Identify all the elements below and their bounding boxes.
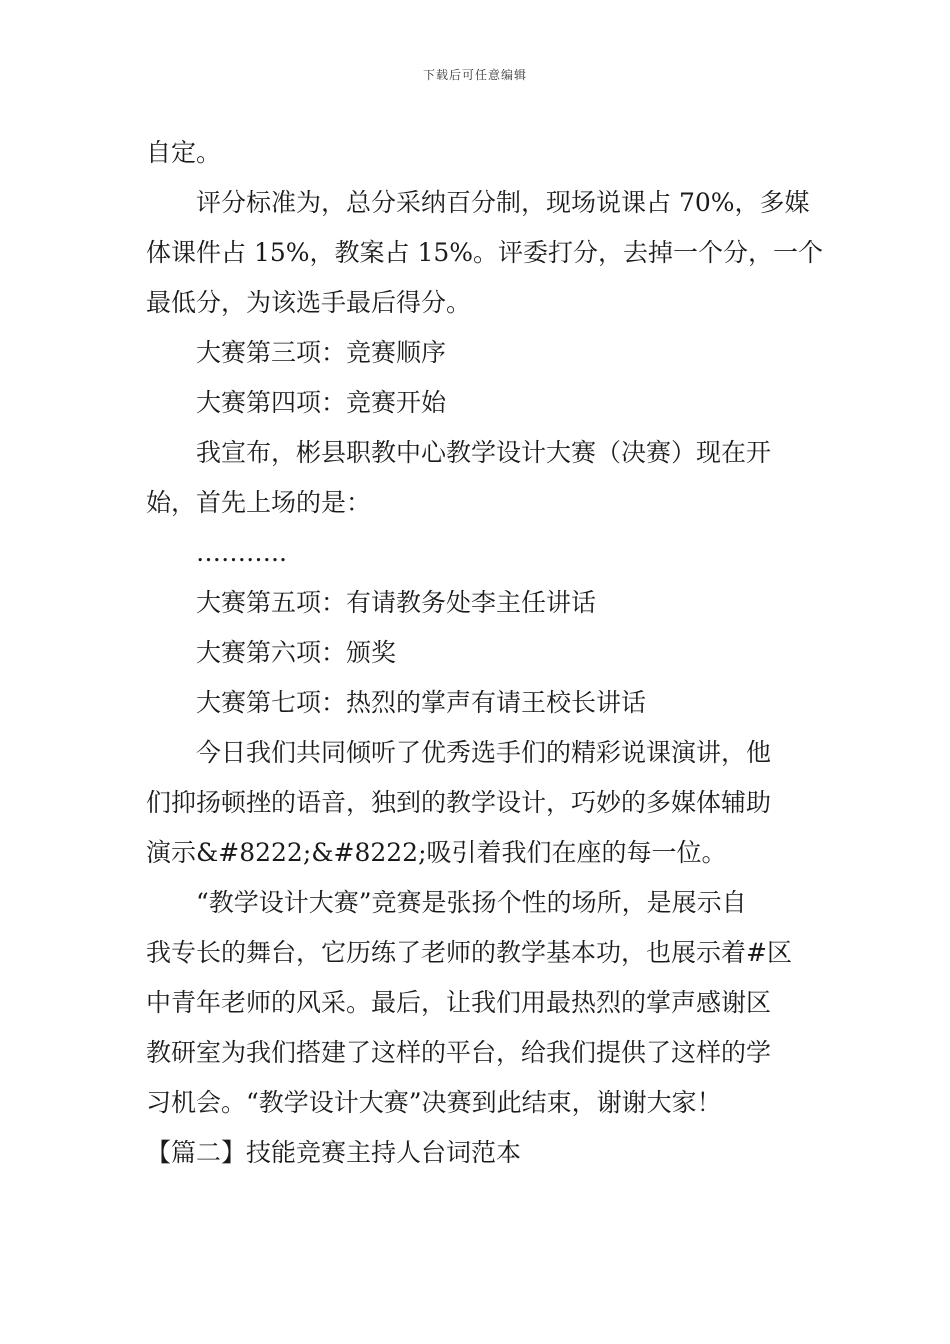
document-body	[146, 128, 824, 1178]
section-heading: 【篇二】技能竞赛主持人台词范本	[146, 1138, 522, 1167]
text-line: 最低分，为该选手最后得分。	[146, 288, 472, 317]
text-line: 评分标准为，总分采纳百分制，现场说课占 70%，多媒	[196, 188, 810, 217]
text-line: 自定。	[146, 138, 222, 167]
text-line: 大赛第五项：有请教务处李主任讲话	[196, 588, 597, 617]
text-line: 我宣布，彬县职教中心教学设计大赛（决赛）现在开	[196, 438, 772, 467]
text-line: 今日我们共同倾听了优秀选手们的精彩说课演讲，他	[196, 738, 772, 767]
text-line: 始，首先上场的是：	[146, 488, 372, 517]
text-line: 大赛第四项：竞赛开始	[196, 388, 447, 417]
text-line: 教研室为我们搭建了这样的平台，给我们提供了这样的学	[146, 1038, 772, 1067]
text-line: “教学设计大赛”竞赛是张扬个性的场所，是展示自	[196, 888, 747, 917]
text-line: 们抑扬顿挫的语音，独到的教学设计，巧妙的多媒体辅助	[146, 788, 772, 817]
text-line: 大赛第七项：热烈的掌声有请王校长讲话	[196, 688, 647, 717]
text-line: 体课件占 15%，教案占 15%。评委打分，去掉一个分，一个	[146, 238, 824, 267]
text-line: ………..	[196, 538, 287, 567]
text-line: 演示&#8222;&#8222;吸引着我们在座的每一位。	[146, 838, 727, 867]
text-line: 我专长的舞台，它历练了老师的教学基本功，也展示着#区	[146, 938, 792, 967]
text-line: 习机会。“教学设计大赛”决赛到此结束，谢谢大家！	[146, 1088, 722, 1117]
page-header-note: 下载后可任意编辑	[422, 68, 527, 82]
text-line: 中青年老师的风采。最后，让我们用最热烈的掌声感谢区	[146, 988, 772, 1017]
text-line: 大赛第六项：颁奖	[196, 638, 397, 667]
text-line: 大赛第三项：竞赛顺序	[196, 338, 447, 367]
